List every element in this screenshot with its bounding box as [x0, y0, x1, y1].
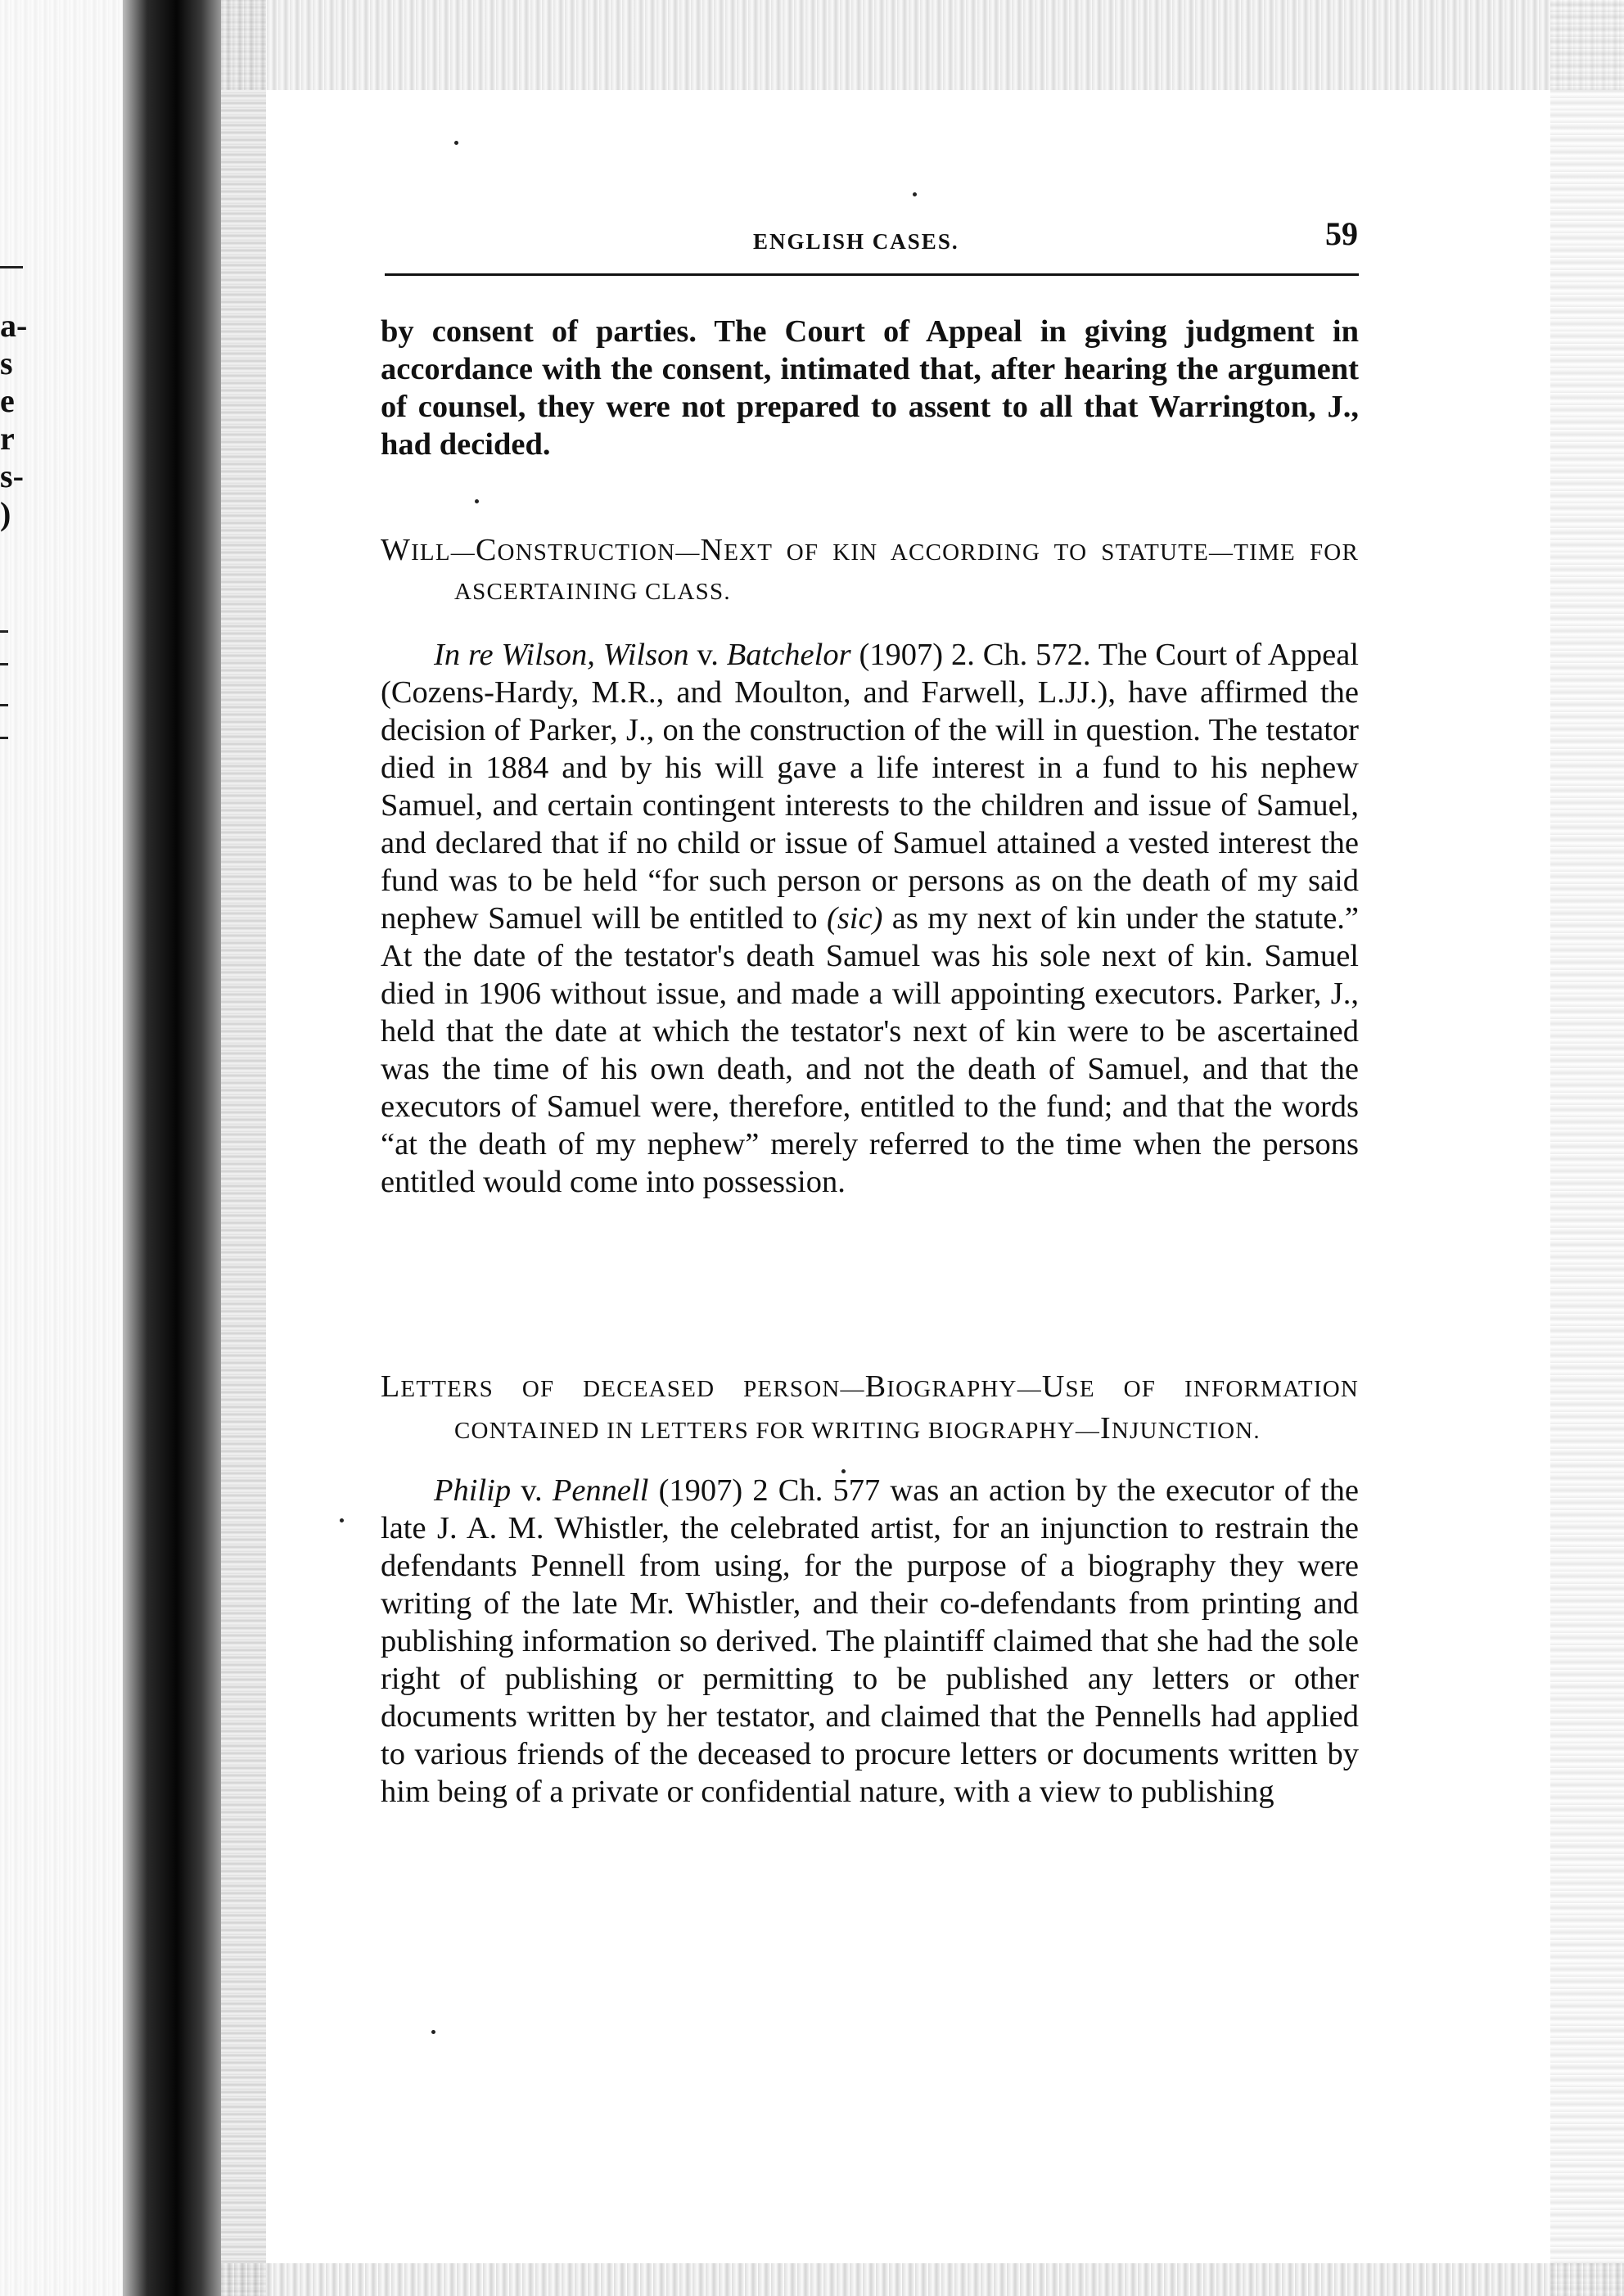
heading-initial: C: [475, 533, 498, 567]
case-body: (1907) 2. Ch. 572. The Court of Appeal (Cozens-Hardy, M.R., and Moulton, and Farwell, L.JJ.), have affirmed the decision of Parker, J., on the construction of the will in question. The testator died in 1884 and by his will gave a life interest in a fund to his nephew Samuel, and certain contingent interests to the children and issue of Samuel, and declared that if no child or issue of Samuel attained a vested interest the fund was to be held “for such person or persons as on the death of my said nephew Samuel will be entitled to: [381, 638, 1359, 936]
prev-page-mark: [0, 704, 8, 706]
heading-dash: —: [675, 539, 701, 566]
prev-page-fragment: r: [0, 420, 15, 457]
case-paragraph: [381, 636, 1359, 1201]
heading-text: ONSTRUCTION: [497, 539, 676, 566]
case-body: (1907) 2 Ch. 577 was an action by the executor of the late J. A. M. Whistler, the celebrated artist, for an injunction to restrain the defendants Pennell from using, for the purpose of a biography they were writing of the late Mr. Whistler, and their co-defendants from printing and publishing information so derived. The plaintiff claimed that she had the sole right of publishing or permitting to be published any letters or other documents written by her testator, and claimed that the Pennells had applied to various friends of the deceased to procure letters or documents written by him being of a private or confidential nature, with a view to publishing: [381, 1473, 1359, 1809]
header-rule: [385, 273, 1359, 276]
heading-dash: —: [1017, 1376, 1042, 1402]
prev-page-mark: [0, 630, 8, 633]
heading-text: NJUNCTION.: [1111, 1418, 1261, 1444]
prev-page-mark: [0, 737, 8, 739]
prev-page-fragment: s: [0, 345, 13, 381]
case-paragraph: [381, 1472, 1359, 1811]
case-versus: v.: [688, 638, 727, 672]
binding-gutter: [123, 0, 221, 2296]
heading-initial: B: [864, 1369, 887, 1404]
heading-text: SE OF INFORMATION CONTAINED IN LETTERS FOR WRITING BIOGRAPHY: [454, 1376, 1359, 1444]
case-party: Pennell: [552, 1473, 649, 1508]
running-header: ENGLISH CASES.: [753, 229, 959, 254]
case-name: In re Wilson, Wilson: [434, 638, 689, 672]
prev-page-fragment: s-: [0, 458, 24, 494]
heading-initial: L: [381, 1369, 401, 1404]
previous-page-speckle: [0, 0, 123, 2296]
heading-text: ETTERS OF DECEASED PERSON: [400, 1376, 841, 1402]
heading-dash: —: [450, 539, 476, 566]
prev-page-mark: [0, 663, 8, 665]
prev-page-mark: [0, 266, 23, 268]
section-will-construction: [381, 530, 1359, 1201]
scan-speck: [340, 1518, 344, 1522]
heading-text: IOGRAPHY: [886, 1376, 1017, 1402]
prev-page-fragment: ): [0, 495, 11, 532]
heading-initial: N: [700, 533, 724, 567]
case-name: Philip: [434, 1473, 512, 1508]
prev-page-fragment: a-: [0, 307, 28, 344]
heading-initial: U: [1041, 1369, 1066, 1404]
right-scan-edge: [1550, 0, 1624, 2296]
bottom-scan-edge: [221, 2263, 1624, 2296]
scan-speck: [454, 141, 458, 145]
section-letters-deceased: [381, 1367, 1359, 1811]
case-versus: v.: [511, 1473, 553, 1508]
scan-speck: [431, 2030, 435, 2034]
sic-note: (sic): [827, 901, 883, 936]
heading-text: ILL: [411, 539, 451, 566]
section-heading: [381, 1367, 1359, 1450]
section-heading: [381, 530, 1359, 611]
intro-block: [381, 313, 1359, 463]
top-scan-edge: [221, 0, 1624, 90]
prev-page-fragment: e: [0, 382, 15, 419]
intro-paragraph: by consent of parties. The Court of Appeal in giving judgment in accordance with the consent, intimated that, after hearing the argument of counsel, they were not prepared to assent to all that Warrington, J., had decided.: [381, 314, 1359, 462]
page-number: 59: [1325, 215, 1358, 252]
scan-speck: [913, 192, 917, 196]
heading-text: EXT OF KIN ACCORDING TO STATUTE—TIME FOR ASCERTAINING CLASS.: [454, 539, 1359, 605]
heading-dash: —: [840, 1376, 865, 1402]
scan-speck: [475, 499, 479, 503]
case-party: Batchelor: [726, 638, 851, 672]
case-body-continued: as my next of kin under the statute.” At the date of the testator's death Samuel was his sole next of kin. Samuel died in 1906 without issue, and made a will appointing executors. Parker, J., held that the date at which the testator's next of kin were to be ascertained was the time of his own death, and not the death of Samuel, and that the executors of Samuel were, therefore, entitled to the fund; and that the words “at the death of my nephew” merely referred to the time when the persons entitled would come into possession.: [381, 901, 1359, 1199]
heading-initial: I: [1100, 1411, 1112, 1446]
heading-dash: —: [1075, 1418, 1101, 1444]
heading-initial: W: [381, 533, 412, 567]
